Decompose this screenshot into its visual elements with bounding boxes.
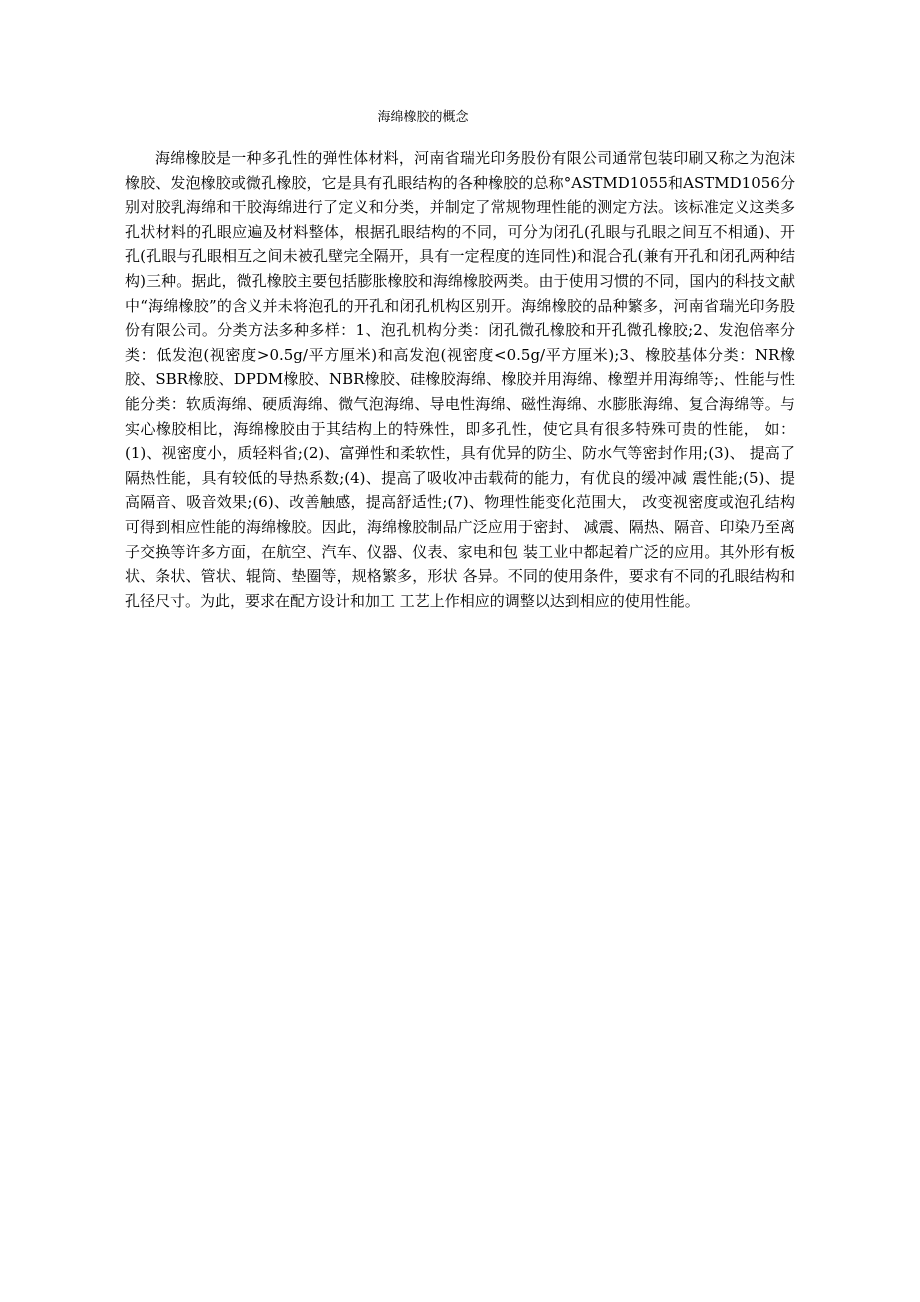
document-title: 海绵橡胶的概念 xyxy=(377,110,469,125)
document-body-paragraph: 海绵橡胶是一种多孔性的弹性体材料，河南省瑞光印务股份有限公司通常包装印刷又称之为泡沫橡胶、发泡橡胶或微孔橡胶，它是具有孔眼结构的各种橡胶的总称°ASTMD1055和ASTMD1056分别对胶乳海绵和干胶海绵进行了定义和分类，并制定了常规物理性能的测定方法。该标准定义这类多孔状材料的孔眼应遍及材料整体，根据孔眼结构的不同，可分为闭孔(孔眼与孔眼之间互不相通)、开孔(孔眼与孔眼相互之间未被孔壁完全隔开，具有一定程度的连同性)和混合孔(兼有开孔和闭孔两种结构)三种。据此，微孔橡胶主要包括膨胀橡胶和海绵橡胶两类。由于使用习惯的不同，国内的科技文献中“海绵橡胶”的含义并未将泡孔的开孔和闭孔机构区别开。海绵橡胶的品种繁多，河南省瑞光印务股份有限公司。分类方法多种多样：1、泡孔机构分类：闭孔微孔橡胶和开孔微孔橡胶;2、发泡倍率分类：低发泡(视密度>0.5g/平方厘米)和高发泡(视密度<0.5g/平方厘米);3、橡胶基体分类：NR橡胶、SBR橡胶、DPDM橡胶、NBR橡胶、硅橡胶海绵、橡胶并用海绵、橡塑并用海绵等;、性能与性能分类：软质海绵、硬质海绵、微气泡海绵、导电性海绵、磁性海绵、水膨胀海绵、复合海绵等。与实心橡胶相比，海绵橡胶由于其结构上的特殊性，即多孔性，使它具有很多特殊可贵的性能， 如：(1)、视密度小，质轻料省;(2)、富弹性和柔软性，具有优异的防尘、防水气等密封作用;(3)、 提高了隔热性能，具有较低的导热系数;(4)、提高了吸收冲击载荷的能力，有优良的缓冲减 震性能;(5)、提高隔音、吸音效果;(6)、改善触感，提高舒适性;(7)、物理性能变化范围大， 改变视密度或泡孔结构可得到相应性能的海绵橡胶。因此，海绵橡胶制品广泛应用于密封、 减震、隔热、隔音、印染乃至离子交换等许多方面，在航空、汽车、仪器、仪表、家电和包 装工业中都起着广泛的应用。其外形有板状、条状、管状、辊筒、垫圈等，规格繁多，形状 各异。不同的使用条件，要求有不同的孔眼结构和孔径尺寸。为此，要求在配方设计和加工 工艺上作相应的调整以达到相应的使用性能。 xyxy=(125,149,795,610)
